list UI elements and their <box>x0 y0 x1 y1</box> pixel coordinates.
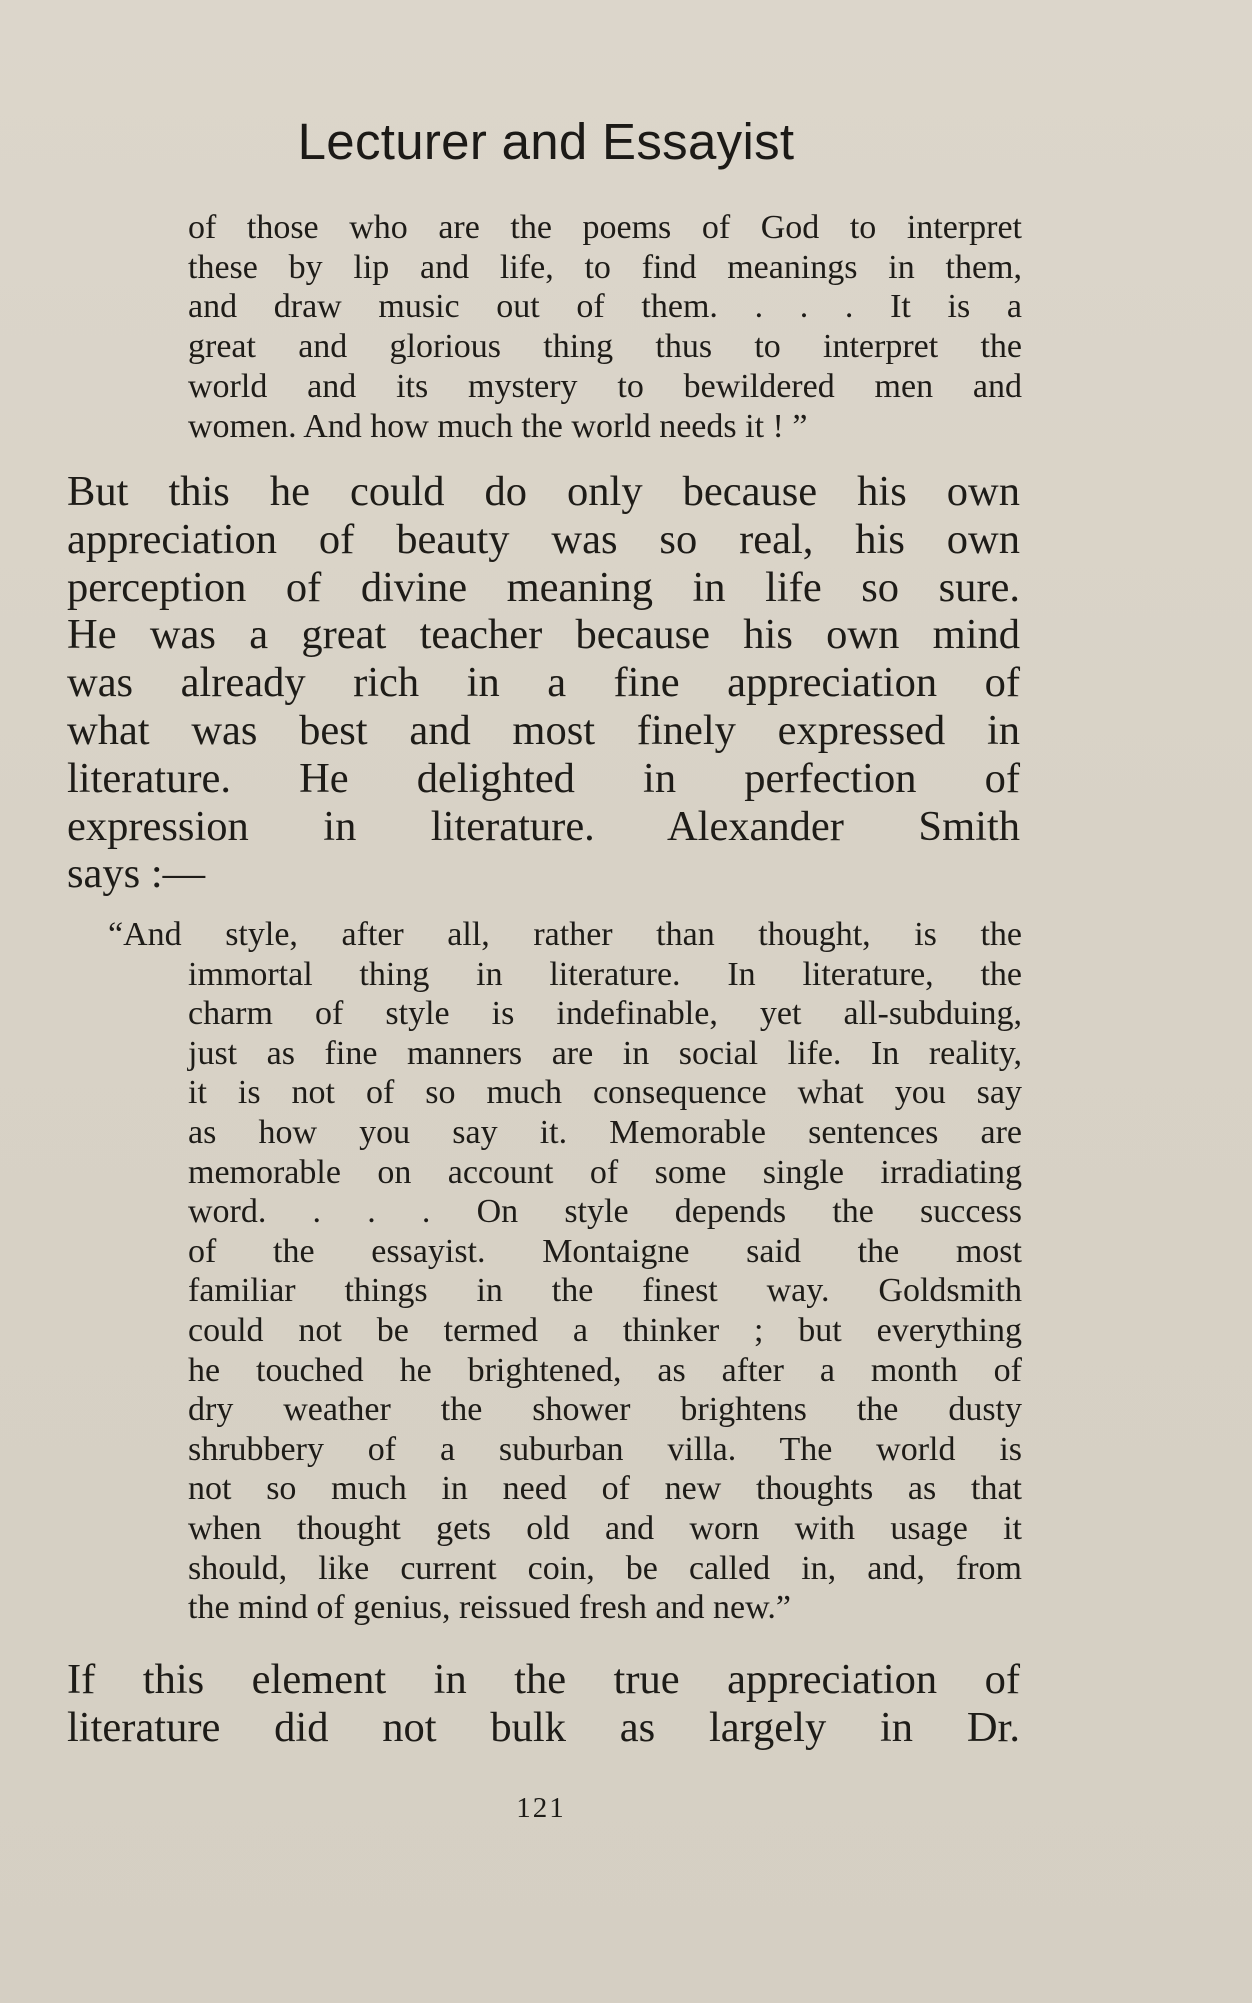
paragraph-line: If this element in the true appreciation of <box>67 1656 1020 1703</box>
quote-line: world and its mystery to bewildered men and <box>188 367 1022 405</box>
running-header: Lecturer and Essayist <box>297 113 795 170</box>
quote-line: charm of style is indefinable, yet all-subduing, <box>188 995 1022 1033</box>
paragraph-line: literature. He delighted in perfection of <box>67 754 1020 802</box>
quote-line: it is not of so much consequence what you say <box>188 1074 1022 1112</box>
quote-line: memorable on account of some single irradiating <box>188 1153 1022 1191</box>
quote-line: dry weather the shower brightens the dusty <box>188 1391 1022 1429</box>
quote-line: should, like current coin, be called in, and, from <box>188 1549 1022 1587</box>
paragraph-line: He was a great teacher because his own mind <box>67 611 1020 659</box>
quote-line: these by lip and life, to find meanings in them, <box>188 248 1022 286</box>
paragraph-line: appreciation of beauty was so real, his own <box>67 515 1020 563</box>
quote-line: word. . . . On style depends the success <box>188 1193 1022 1231</box>
quote-line: “And style, after all, rather than thought, is the <box>108 916 1022 953</box>
quote-block-top <box>188 208 1022 446</box>
paragraph-line: says :— <box>67 850 206 898</box>
body-paragraph-one <box>67 468 1020 898</box>
quote-line: and draw music out of them. . . . It is a <box>188 288 1022 326</box>
quote-line: women. And how much the world needs it ! ” <box>188 407 808 445</box>
quote-line: immortal thing in literature. In literature, the <box>188 955 1022 993</box>
paragraph-line: was already rich in a fine appreciation of <box>67 659 1020 707</box>
quote-line: he touched he brightened, as after a month of <box>188 1351 1022 1389</box>
quote-line: could not be termed a thinker ; but everything <box>188 1311 1022 1349</box>
quote-line: shrubbery of a suburban villa. The world is <box>188 1430 1022 1468</box>
quote-block-alexander-smith <box>108 915 1022 1628</box>
quote-line: familiar things in the finest way. Goldsmith <box>188 1272 1022 1310</box>
paragraph-line: what was best and most finely expressed in <box>67 706 1020 754</box>
quote-line: as how you say it. Memorable sentences are <box>188 1113 1022 1151</box>
body-paragraph-two <box>67 1656 1020 1752</box>
quote-line: great and glorious thing thus to interpret the <box>188 328 1022 366</box>
paragraph-line: expression in literature. Alexander Smith <box>67 802 1020 850</box>
quote-line: just as fine manners are in social life. In reality, <box>188 1034 1022 1072</box>
paragraph-line: But this he could do only because his own <box>67 468 1020 515</box>
paragraph-line: literature did not bulk as largely in Dr. <box>67 1703 1020 1751</box>
quote-line: not so much in need of new thoughts as that <box>188 1470 1022 1508</box>
page-number: 121 <box>516 1792 566 1824</box>
paragraph-line: perception of divine meaning in life so sure. <box>67 563 1020 611</box>
quote-line: of the essayist. Montaigne said the most <box>188 1232 1022 1270</box>
quote-line: of those who are the poems of God to interpret <box>188 209 1022 246</box>
quote-line: when thought gets old and worn with usage it <box>188 1509 1022 1547</box>
quote-line: the mind of genius, reissued fresh and new.” <box>188 1589 792 1627</box>
